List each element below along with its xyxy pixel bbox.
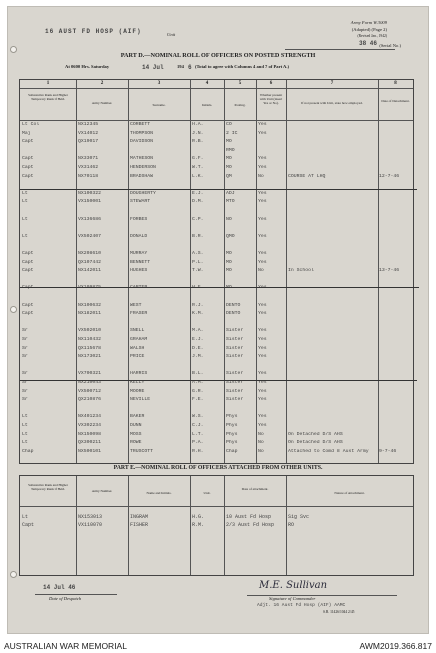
cell-unit: R.M. (192, 522, 205, 528)
cell-pres: Yes (258, 216, 267, 222)
cell-name: THOMPSON (130, 130, 154, 136)
cell-nature: RO (288, 522, 295, 528)
cell-init: L.T. (192, 431, 204, 437)
cell-rank: Lt (22, 190, 28, 196)
cell-rank: Capt (22, 311, 34, 317)
cell-name: INGRAM (130, 514, 149, 520)
cell-init: F.E. (192, 397, 204, 403)
table-row (20, 199, 413, 206)
cell-num: NX100632 (78, 302, 102, 308)
cell-init: R.J. (192, 302, 204, 308)
cell-note: Attached to Comd 8 Aust Army (288, 448, 369, 454)
cell-pres: Yes (258, 122, 267, 127)
cell-post: DENTO (226, 311, 241, 317)
watermark-left: AUSTRALIAN WAR MEMORIAL (4, 641, 127, 651)
cell-init: P.A. (192, 440, 204, 446)
cell-pres: Yes (258, 423, 267, 428)
table-row (20, 449, 413, 456)
instruction-text: (Total to agree with Columns 4 and 7 of Part A.) (195, 64, 290, 69)
cell-post: CO (226, 122, 232, 127)
table-row (20, 208, 413, 215)
cell-rank: Lt Col (22, 122, 40, 127)
cell-post: Sister (226, 371, 244, 377)
cell-post: ADJ (226, 190, 235, 196)
punch-hole (10, 306, 17, 313)
col-header-present: Whether present with Unit (insert Yes or No). (259, 93, 283, 105)
cell-init: C.P. (192, 216, 204, 222)
col-number: 8 (394, 81, 397, 86)
part-e-rows (20, 514, 413, 575)
table-row (20, 397, 413, 404)
cell-note: On Detached D/S AHS (288, 440, 343, 446)
cell-name: BAKER (130, 414, 145, 420)
despatch-underline (35, 594, 117, 595)
col-header-posting: Posting. (234, 103, 246, 107)
cell-num: NX70118 (78, 173, 99, 179)
cell-init: A.S. (192, 251, 204, 256)
serial-underline (285, 49, 395, 50)
col-number: 7 (330, 81, 334, 86)
cell-init: J.N. (192, 130, 204, 136)
cell-num: NX153013 (78, 514, 103, 520)
cell-name: FRASER (130, 311, 148, 317)
form-revised: (Revised Jan., 1942) (357, 34, 387, 38)
cell-pres: Yes (258, 199, 267, 205)
time-prefix: At 0600 Hrs. Saturday (65, 64, 110, 69)
cell-num: NX33071 (78, 156, 99, 162)
table-row (20, 337, 413, 344)
table-row (20, 354, 413, 361)
cell-rank: Lt (22, 199, 28, 205)
cell-name: CORBETT (130, 122, 151, 127)
commander-typed: Adjt. 16 Aust Fd Hosp (AIF) AAMC (257, 603, 346, 608)
strike-line (20, 380, 417, 381)
cell-init: P.L. (192, 259, 204, 265)
cell-rank: Capt (22, 302, 34, 308)
cell-num: NX150098 (78, 431, 102, 437)
cell-pres: Yes (258, 397, 267, 403)
table-row (20, 260, 413, 267)
cell-name: TRUSCOTT (130, 448, 154, 454)
document-page (7, 6, 429, 634)
table-row (20, 268, 413, 275)
cell-num: NX12345 (78, 122, 99, 127)
table-row (20, 414, 413, 421)
cell-init: B.L. (192, 371, 204, 377)
cell-name: MURRAY (130, 251, 148, 256)
despatch-label: Date of Despatch (49, 596, 82, 601)
cell-num: VX502407 (78, 233, 102, 239)
col-header-detachment-date: Date of Detachment. (381, 99, 410, 103)
cell-num: NX142011 (78, 268, 102, 274)
col-header-rank: Substantive Rank and Higher Temporary Rank if Held. (28, 93, 68, 101)
form-adapted: (Adapted) (Page 2) (351, 27, 387, 32)
table-row (20, 389, 413, 396)
cell-post: Phys (226, 431, 238, 437)
part-d-rows (20, 122, 413, 463)
cell-pres: Yes (258, 414, 267, 420)
cell-pres: Yes (258, 380, 267, 385)
cell-num: VX14012 (78, 130, 99, 136)
cell-pres: Yes (258, 311, 267, 317)
cell-init: W.S. (192, 414, 204, 420)
cell-num: VX150001 (78, 199, 102, 205)
cell-name: FORBES (130, 216, 148, 222)
cell-nature: Sig Svc (288, 514, 310, 520)
cell-note: COURSE AT LHQ (288, 173, 326, 179)
cell-post: Sister (226, 345, 244, 351)
cell-num: VX136686 (78, 216, 102, 222)
cell-name: NEVILLE (130, 397, 151, 403)
cell-post: Sister (226, 397, 244, 403)
cell-post: QMO (226, 233, 235, 239)
table-row (20, 191, 413, 198)
cell-rank: Sr (22, 380, 28, 385)
cell-name: DUNN (130, 423, 142, 428)
cell-pres: No (258, 448, 264, 454)
col-header-surname: Surname. (152, 103, 166, 107)
e-col-header-date: Date of attachment. (241, 487, 269, 491)
serial-label: (Serial No.) (379, 43, 401, 48)
cell-pres: Yes (258, 251, 267, 256)
cell-rank: Capt (22, 165, 34, 170)
part-d-title: PART D.—NOMINAL ROLL OF OFFICERS ON POSTED STRENGTH (120, 52, 316, 59)
cell-pres: Yes (258, 354, 267, 360)
cell-name: GRAHAM (130, 337, 148, 342)
cell-post: Phys (226, 414, 238, 420)
cell-date: 2/3 Aust Fd Hosp (226, 522, 275, 528)
cell-note: In School (288, 268, 314, 274)
cell-init: B.R. (192, 233, 204, 239)
cell-pres: Yes (258, 156, 267, 162)
cell-rank: Capt (22, 251, 34, 256)
cell-num: NX173021 (78, 354, 102, 360)
cell-rank: Lt (22, 233, 28, 239)
cell-pres: Yes (258, 337, 267, 342)
cell-num: VX502010 (78, 328, 102, 334)
table-row (20, 522, 413, 529)
cell-rank: Lt (22, 440, 28, 446)
cell-pres: Yes (258, 285, 267, 291)
cell-post: MO (226, 156, 232, 162)
cell-post: DENTO (226, 302, 241, 308)
e-col-header-unit: Unit. (203, 491, 211, 495)
cell-init: G.F. (192, 156, 204, 162)
cell-num: NX110432 (78, 337, 102, 342)
cell-init: T.W. (192, 268, 204, 274)
table-row (20, 174, 413, 181)
cell-post: MO (226, 165, 232, 170)
cell-name: KELLY (130, 380, 145, 385)
cell-name: MOORE (130, 388, 145, 394)
cell-name: MATHESON (130, 156, 154, 162)
year-typed: 6 (188, 64, 192, 71)
cell-num: VX31462 (78, 165, 99, 170)
cell-rank: Capt (22, 156, 34, 162)
table-row (20, 277, 413, 284)
table-row (20, 346, 413, 353)
cell-rank: Lt (22, 414, 28, 420)
cell-post: Sister (226, 337, 244, 342)
table-row (20, 242, 413, 249)
e-col-header-name: Name and Initials. (146, 491, 172, 495)
cell-num: NX500101 (78, 448, 102, 454)
part-e-table (19, 475, 414, 576)
cell-name: PRICE (130, 354, 145, 360)
cell-num: QX210876 (78, 397, 102, 403)
table-row (20, 294, 413, 301)
table-row (20, 217, 413, 224)
cell-post: Phys (226, 440, 238, 446)
cell-init: C.J. (192, 423, 204, 428)
cell-name: WALSH (130, 345, 145, 351)
col-header-army-number: Army Number. (91, 101, 113, 105)
table-row (20, 423, 413, 430)
cell-init: E.J. (192, 337, 204, 342)
table-row (20, 165, 413, 172)
col-number: 1 (46, 81, 50, 86)
date-typed: 14 Jul (142, 64, 164, 71)
serial-typed: 38 46 (358, 40, 377, 47)
cell-pres: Yes (258, 345, 267, 351)
e-col-header-rank: Substantive Rank and Higher Temporary Rank if Held. (28, 483, 68, 491)
cell-post: Sister (226, 388, 244, 394)
table-row (20, 234, 413, 241)
cell-post: NO (226, 216, 232, 222)
part-d-table (19, 79, 414, 464)
cell-date: 9-7-46 (379, 448, 397, 454)
col-header-employment: If not present with Unit, state how employed. (301, 101, 363, 105)
cell-name: WEST (130, 302, 142, 308)
cell-init: K.M. (192, 311, 204, 317)
table-row (20, 380, 413, 387)
cell-name: ROWE (130, 440, 142, 446)
cell-pres: Yes (258, 259, 267, 265)
cell-post: Sister (226, 380, 244, 385)
cell-num: VX110070 (78, 522, 103, 528)
cell-pres: Yes (258, 130, 267, 136)
cell-name: DOUGHERTY (130, 190, 156, 196)
cell-num: VX109875 (78, 285, 102, 291)
cell-name: HUGHES (130, 268, 148, 274)
cell-init: H.F. (192, 285, 204, 291)
cell-pres: Yes (258, 328, 267, 334)
strike-line (20, 189, 417, 190)
watermark-bar (0, 640, 436, 653)
cell-post: 2 IC (226, 130, 238, 136)
cell-pres: Yes (258, 165, 267, 170)
cell-init: J.M. (192, 354, 204, 360)
cell-num: NX100322 (78, 190, 102, 196)
cell-init: A.M. (192, 380, 204, 385)
cell-num: QX115678 (78, 345, 102, 351)
table-row (20, 363, 413, 370)
col-header-initials: Initials. (201, 103, 213, 107)
cell-rank: Chap (22, 448, 34, 454)
cell-name: DAVIDSON (130, 139, 154, 145)
cell-post: QM (226, 173, 232, 179)
cell-note: On Detached D/S AHS (288, 431, 343, 437)
cell-post: MO (226, 259, 232, 265)
cell-num: NX210043 (78, 380, 102, 385)
table-row (20, 432, 413, 439)
cell-name: HARRIS (130, 371, 148, 377)
cell-pres: Yes (258, 302, 267, 308)
cell-name: BENNETT (130, 259, 151, 265)
year-prefix: 194 (177, 64, 184, 69)
unit-name-typed: 16 AUST FD HOSP (AIF) (45, 28, 142, 35)
cell-post: Sister (226, 328, 244, 334)
cell-post: Phys (226, 423, 238, 428)
cell-rank: Lt (22, 216, 28, 222)
cell-init: M.A. (192, 328, 204, 334)
cell-pres: Yes (258, 233, 267, 239)
table-row (20, 225, 413, 232)
cell-init: G.R. (192, 388, 204, 394)
form-title: Army Form W.3009 (350, 20, 387, 25)
cell-rank: Capt (22, 139, 34, 145)
cell-name: SNELL (130, 328, 145, 334)
table-row (20, 148, 413, 155)
table-row (20, 156, 413, 163)
cell-rank: Capt (22, 522, 35, 528)
despatch-date-typed: 14 Jul 46 (43, 584, 76, 591)
printer-note: S.B. 11426/1044 2/45 (323, 610, 355, 614)
cell-unit: H.G. (192, 514, 205, 520)
cell-pres: Yes (258, 388, 267, 394)
cell-date: 10 Aust Fd Hosp (226, 514, 272, 520)
cell-init: R.H. (192, 448, 204, 454)
cell-init: D.M. (192, 199, 204, 205)
cell-init: R.B. (192, 139, 204, 145)
table-row (20, 328, 413, 335)
table-row (20, 406, 413, 413)
cell-num: VX500712 (78, 388, 102, 394)
part-e-title: PART E.—NOMINAL ROLL OF OFFICERS ATTACHED FROM OTHER UNITS. (113, 465, 323, 471)
col-number: 4 (205, 81, 209, 86)
table-row (20, 139, 413, 146)
cell-num: QX19017 (78, 139, 99, 145)
table-row (20, 440, 413, 447)
cell-post: RMO (226, 147, 235, 153)
cell-post: Sister (226, 354, 244, 360)
cell-name: DONALD (130, 233, 148, 239)
table-row (20, 251, 413, 258)
cell-rank: Capt (22, 268, 34, 274)
punch-hole (10, 571, 17, 578)
cell-pres: No (258, 173, 264, 179)
cell-post: MTO (226, 199, 235, 205)
cell-rank: Lt (22, 431, 28, 437)
cell-num: VX700321 (78, 371, 102, 377)
col-number: 3 (157, 81, 161, 86)
cell-rank: Sr (22, 354, 28, 360)
commander-signature: M.E. Sullivan (259, 580, 328, 591)
table-row (20, 303, 413, 310)
cell-pres: Yes (258, 371, 267, 377)
cell-date: 12-7-46 (379, 173, 400, 179)
cell-init: L.K. (192, 173, 204, 179)
cell-name: MOSS (130, 431, 142, 437)
cell-pres: No (258, 431, 264, 437)
cell-pres: No (258, 268, 264, 274)
cell-init: H.A. (192, 122, 204, 127)
cell-name: STEWART (130, 199, 151, 205)
cell-post: MO (226, 139, 232, 145)
col-number: 2 (100, 81, 104, 86)
cell-rank: Capt (22, 285, 34, 291)
cell-num: NX208610 (78, 251, 102, 256)
cell-rank: Sr (22, 388, 28, 394)
cell-post: MO (226, 251, 232, 256)
table-row (20, 371, 413, 378)
cell-num: NX182011 (78, 311, 102, 317)
table-row (20, 311, 413, 318)
cell-post: MO (226, 268, 232, 274)
cell-name: CARTER (130, 285, 148, 291)
cell-name: HENDERSON (130, 165, 156, 170)
e-col-header-army-number: Army Number. (91, 489, 113, 493)
table-row (20, 131, 413, 138)
cell-init: E.J. (192, 190, 204, 196)
cell-num: QX300211 (78, 440, 102, 446)
cell-rank: Capt (22, 259, 34, 265)
watermark-right: AWM2019.366.817 (359, 641, 432, 651)
e-col-header-nature: Nature of Attachment. (334, 491, 365, 495)
cell-num: NX401234 (78, 414, 102, 420)
cell-rank: Capt (22, 173, 34, 179)
cell-name: BRADSHAW (130, 173, 154, 179)
cell-date: 13-7-46 (379, 268, 400, 274)
cell-rank: Sr (22, 397, 28, 403)
cell-post: MO (226, 285, 232, 291)
cell-pres: No (258, 440, 264, 446)
col-number: 6 (269, 81, 273, 86)
cell-rank: Maj (22, 130, 31, 136)
cell-pres: Yes (258, 190, 267, 196)
unit-label: Unit (167, 32, 176, 37)
cell-init: D.E. (192, 345, 204, 351)
cell-num: QX107442 (78, 259, 102, 265)
cell-post: Chap (226, 448, 238, 454)
cell-rank: Lt (22, 514, 29, 520)
cell-name: FISHER (130, 522, 149, 528)
signature-label: Signature of Commander (269, 596, 316, 601)
cell-rank: Sr (22, 345, 28, 351)
table-row (20, 514, 413, 521)
cell-init: W.T. (192, 165, 204, 170)
table-row (20, 320, 413, 327)
col-number: 5 (238, 81, 242, 86)
cell-rank: Lt (22, 423, 28, 428)
cell-rank: Sr (22, 328, 28, 334)
cell-num: VX302234 (78, 423, 102, 428)
cell-rank: Sr (22, 371, 28, 377)
table-row (20, 122, 413, 129)
cell-rank: Sr (22, 337, 28, 342)
